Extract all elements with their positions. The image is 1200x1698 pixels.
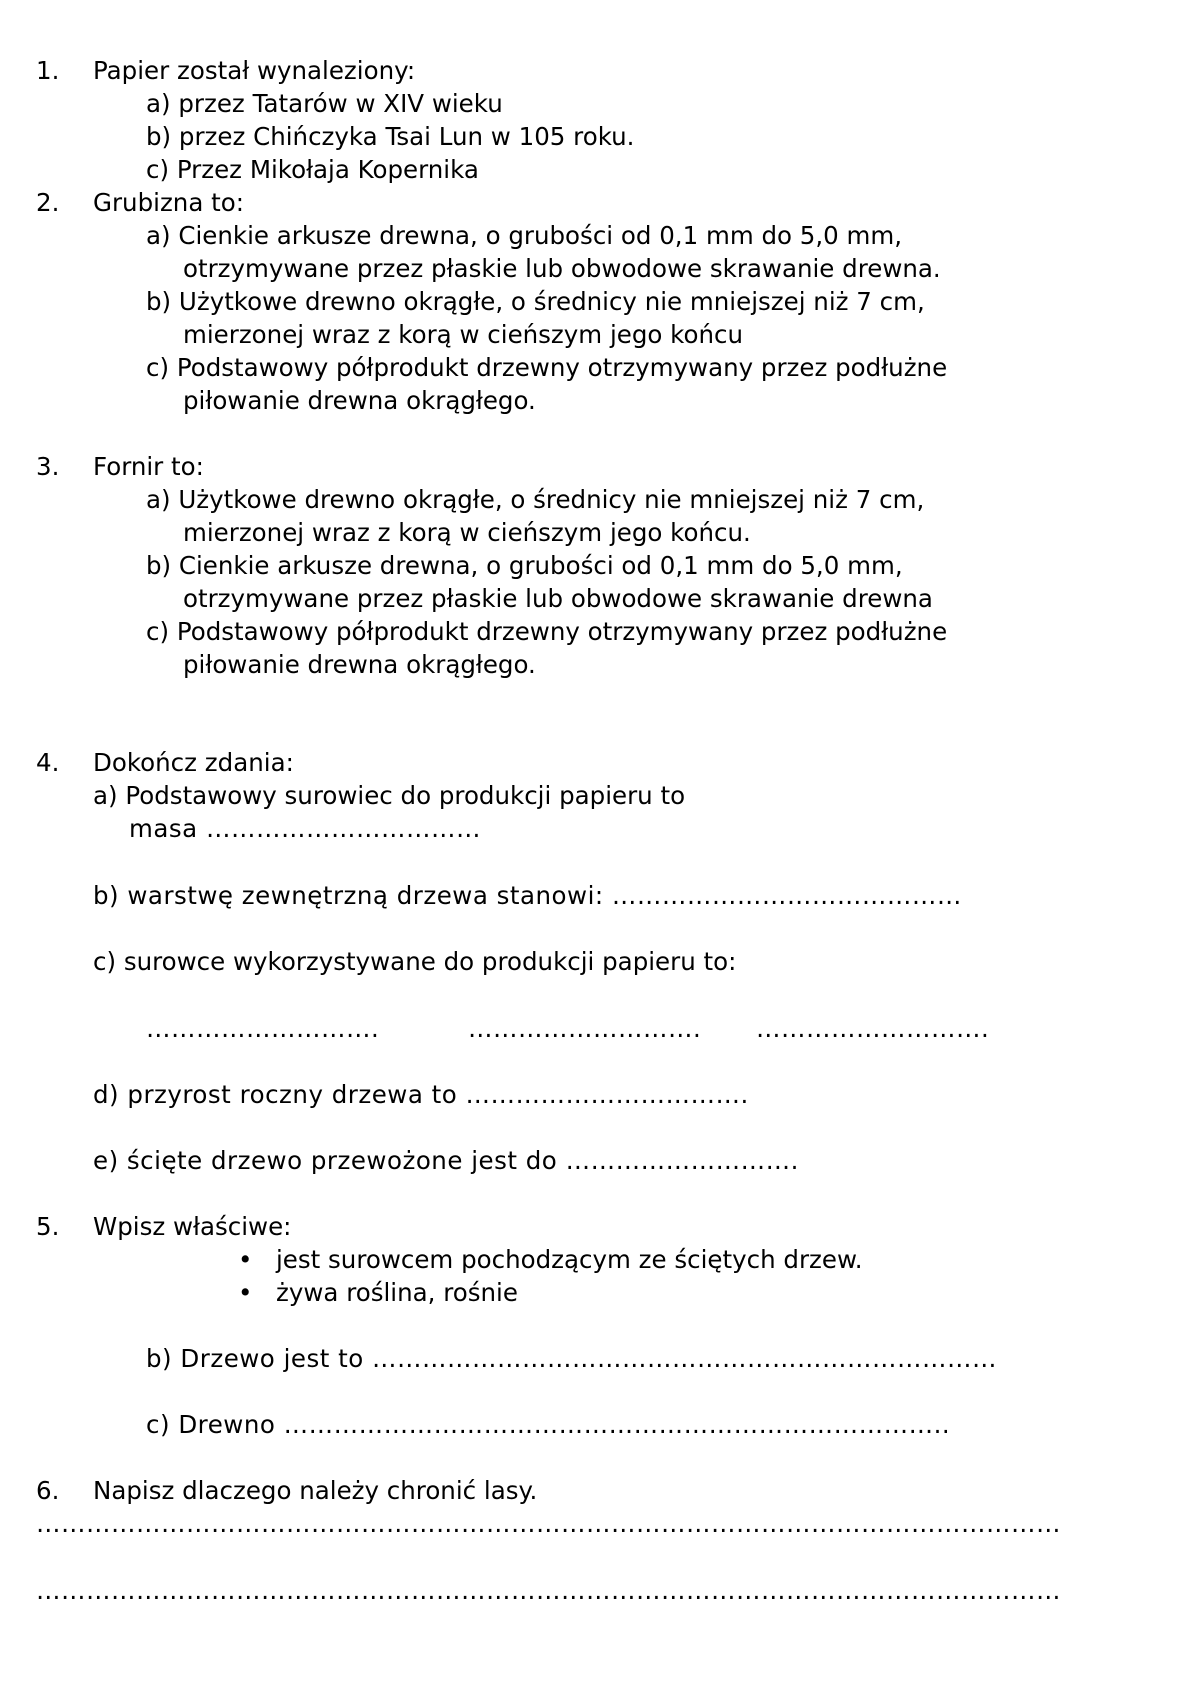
q3-option-c-line1: c) Podstawowy półprodukt drzewny otrzymywany przez podłużne [146, 617, 948, 646]
q2-option-a-line1: a) Cienkie arkusze drewna, o grubości od 0,1 mm do 5,0 mm, [146, 221, 903, 250]
q4-title: Dokończ zdania: [93, 748, 294, 777]
q5-number: 5. [36, 1212, 60, 1241]
q5-item-c[interactable]: c) Drewno …………………………………………………………………….. [146, 1410, 951, 1439]
q4-number: 4. [36, 748, 60, 777]
q6-number: 6. [36, 1476, 60, 1505]
q3-option-c-line2: piłowanie drewna okrągłego. [183, 650, 536, 679]
q4-item-e[interactable]: e) ścięte drzewo przewożone jest do ………………………. [93, 1146, 799, 1175]
q4-item-a-line1: a) Podstawowy surowiec do produkcji papieru to [93, 781, 686, 810]
q4-item-a-line2[interactable]: masa …………………………… [129, 814, 481, 843]
q1-option-c: c) Przez Mikołaja Kopernika [146, 155, 479, 184]
q2-option-c-line1: c) Podstawowy półprodukt drzewny otrzymywany przez podłużne [146, 353, 948, 382]
q3-title: Fornir to: [93, 452, 204, 481]
q6-answer-line-2[interactable]: …………………………………………………………………………………………………………… [36, 1576, 1061, 1605]
q3-option-a-line2: mierzonej wraz z korą w cieńszym jego końcu. [183, 518, 751, 547]
q6-answer-line-1[interactable]: …………………………………………………………………………………………………………… [36, 1509, 1061, 1538]
q2-option-c-line2: piłowanie drewna okrągłego. [183, 386, 536, 415]
q2-number: 2. [36, 188, 60, 217]
q4-item-c-blank-3[interactable]: ………………………. [756, 1014, 990, 1043]
q4-item-c-blank-1[interactable]: ………………………. [146, 1014, 380, 1043]
q2-title: Grubizna to: [93, 188, 244, 217]
bullet-icon: • [238, 1278, 253, 1307]
q4-item-d[interactable]: d) przyrost roczny drzewa to ……………………………. [93, 1080, 749, 1109]
q4-item-c: c) surowce wykorzystywane do produkcji papieru to: [93, 947, 737, 976]
q2-option-a-line2: otrzymywane przez płaskie lub obwodowe skrawanie drewna. [183, 254, 941, 283]
q5-title: Wpisz właściwe: [93, 1212, 292, 1241]
q5-item-b[interactable]: b) Drzewo jest to ………………………………………………………………… [146, 1344, 998, 1373]
q5-bullet-1: jest surowcem pochodzącym ze ściętych drzew. [276, 1245, 863, 1274]
q1-option-b: b) przez Chińczyka Tsai Lun w 105 roku. [146, 122, 635, 151]
q3-option-a-line1: a) Użytkowe drewno okrągłe, o średnicy nie mniejszej niż 7 cm, [146, 485, 925, 514]
bullet-icon: • [238, 1245, 253, 1274]
q6-title: Napisz dlaczego należy chronić lasy. [93, 1476, 538, 1505]
q1-option-a: a) przez Tatarów w XIV wieku [146, 89, 503, 118]
q1-number: 1. [36, 56, 60, 85]
q2-option-b-line2: mierzonej wraz z korą w cieńszym jego końcu [183, 320, 743, 349]
q4-item-c-blank-2[interactable]: ………………………. [468, 1014, 702, 1043]
q3-option-b-line2: otrzymywane przez płaskie lub obwodowe skrawanie drewna [183, 584, 933, 613]
q2-option-b-line1: b) Użytkowe drewno okrągłe, o średnicy nie mniejszej niż 7 cm, [146, 287, 925, 316]
q4-item-b[interactable]: b) warstwę zewnętrzną drzewa stanowi: …………………………………… [93, 881, 962, 910]
q3-option-b-line1: b) Cienkie arkusze drewna, o grubości od 0,1 mm do 5,0 mm, [146, 551, 903, 580]
q5-bullet-2: żywa roślina, rośnie [276, 1278, 518, 1307]
q1-title: Papier został wynaleziony: [93, 56, 416, 85]
q3-number: 3. [36, 452, 60, 481]
